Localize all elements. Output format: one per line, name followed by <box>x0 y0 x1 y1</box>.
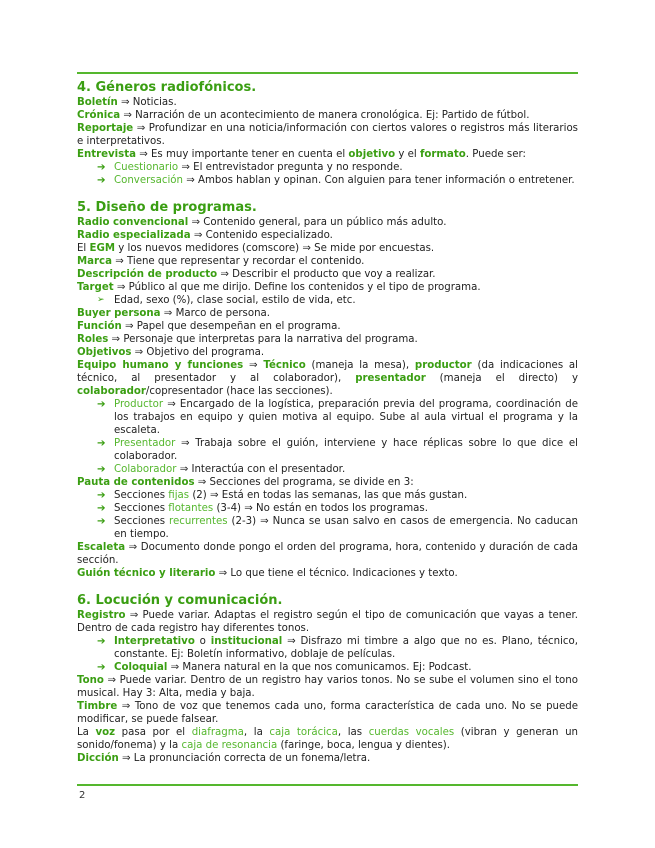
arrow-right-icon: ➔ <box>97 438 106 449</box>
document-body <box>77 79 578 765</box>
tono-line: Tono ⇒ Puede variar. Dentro de un registro hay varios tonos. No se sube el volumen sino el tono musical. Hay 3: Alta, media y baja. <box>77 675 578 699</box>
coloquial-item: ➔ Coloquial ⇒ Manera natural en la que nos comunicamos. Ej: Podcast. <box>97 662 472 673</box>
flotantes-item: ➔ Secciones flotantes (3-4) ⇒ No están en todos los programas. <box>97 503 428 514</box>
fijas-item: ➔ Secciones fijas (2) ⇒ Está en todas las semanas, las que más gustan. <box>97 490 468 501</box>
diccion-line: Dicción ⇒ La pronunciación correcta de un fonema/letra. <box>77 753 371 764</box>
section-4-title: 4. Géneros radiofónicos. <box>77 80 257 95</box>
arrow-right-icon: ➔ <box>97 662 106 673</box>
conversacion-item: ➔ Conversación ⇒ Ambos hablan y opinan. Con alguien para tener información o entretener. <box>97 175 575 186</box>
escaleta-line: Escaleta ⇒ Documento donde pongo el orden del programa, hora, contenido y duración de cada sección. <box>77 542 578 566</box>
page-number: 2 <box>79 790 86 801</box>
objetivos-line: Objetivos ⇒ Objetivo del programa. <box>77 347 265 358</box>
guion-line: Guión técnico y literario ⇒ Lo que tiene el técnico. Indicaciones y texto. <box>77 568 458 579</box>
arrow-right-icon: ➔ <box>97 636 106 647</box>
bottom-rule <box>77 784 578 786</box>
presentador-item: ➔ Presentador ⇒ Trabaja sobre el guión, interviene y hace réplicas sobre lo que dice el colaborador. <box>97 438 578 462</box>
arrow-right-icon: ➔ <box>97 175 106 186</box>
radio-especializada-line: Radio especializada ⇒ Contenido especializado. <box>77 230 333 241</box>
target-line: Target ⇒ Público al que me dirijo. Define los contenidos y el tipo de programa. <box>77 282 481 293</box>
roles-line: Roles ⇒ Personaje que interpretas para la narrativa del programa. <box>77 334 418 345</box>
funcion-line: Función ⇒ Papel que desempeñan en el programa. <box>77 321 341 332</box>
pauta-line: Pauta de contenidos ⇒ Secciones del programa, se divide en 3: <box>77 477 414 488</box>
arrow-right-icon: ➔ <box>97 490 106 501</box>
arrow-right-icon: ➔ <box>97 162 106 173</box>
descripcion-line: Descripción de producto ⇒ Describir el producto que voy a realizar. <box>77 269 436 280</box>
buyer-line: Buyer persona ⇒ Marco de persona. <box>77 308 271 319</box>
marca-line: Marca ⇒ Tiene que representar y recordar el contenido. <box>77 256 365 267</box>
section-5-title: 5. Diseño de programas. <box>77 200 257 215</box>
arrow-right-icon: ➔ <box>97 503 106 514</box>
boletin-line: Boletín ⇒ Noticias. <box>77 97 177 108</box>
entrevista-line: Entrevista ⇒ Es muy importante tener en cuenta el objetivo y el formato. Puede ser: <box>77 149 526 160</box>
recurrentes-item: ➔ Secciones recurrentes (2-3) ⇒ Nunca se usan salvo en casos de emergencia. No caducan en tiempo. <box>97 516 578 540</box>
egm-line: El EGM y los nuevos medidores (comscore) ⇒ Se mide por encuestas. <box>77 243 435 254</box>
arrow-right-icon: ➔ <box>97 464 106 475</box>
cronica-line: Crónica ⇒ Narración de un acontecimiento de manera cronológica. Ej: Partido de fútbol. <box>77 110 530 121</box>
equipo-line: Equipo humano y funciones ⇒ Técnico (maneja la mesa), productor (da indicaciones al técnico, al presentador y al colaborador), presentador (maneja el directo) y colaborador/copresentador (hace las secciones). <box>77 360 579 397</box>
target-sub-item: ➢ Edad, sexo (%), clase social, estilo de vida, etc. <box>97 295 356 306</box>
radio-convencional-line: Radio convencional ⇒ Contenido general, para un público más adulto. <box>77 217 447 228</box>
colaborador-item: ➔ Colaborador ⇒ Interactúa con el presentador. <box>97 464 346 475</box>
productor-item: ➔ Productor ⇒ Encargado de la logística, preparación previa del programa, coordinación de los trabajos en equipo y quien motiva al equipo. Sube al aula virtual el programa y la escaleta. <box>97 399 578 436</box>
section-6-title: 6. Locución y comunicación. <box>77 593 283 608</box>
reportaje-line: Reportaje ⇒ Profundizar en una noticia/información con ciertos valores o registros más literarios e interpretativos. <box>77 123 578 147</box>
voz-line: La voz pasa por el diafragma, la caja torácica, las cuerdas vocales (vibran y generan un sonido/fonema) y la caja de resonancia (faringe, boca, lengua y dientes). <box>77 727 578 751</box>
arrowhead-icon: ➢ <box>97 295 105 305</box>
cuestionario-item: ➔ Cuestionario ⇒ El entrevistador pregunta y no responde. <box>97 162 403 173</box>
arrow-right-icon: ➔ <box>97 399 106 410</box>
top-rule <box>77 72 578 74</box>
arrow-right-icon: ➔ <box>97 516 106 527</box>
registro-line: Registro ⇒ Puede variar. Adaptas el registro según el tipo de comunicación que vayas a tener. Dentro de cada registro hay diferentes tonos. <box>77 610 578 634</box>
interpretativo-item: ➔ Interpretativo o institucional ⇒ Disfrazo mi timbre a algo que no es. Plano, técnico, constante. Ej: Boletín informativo, doblaje de películas. <box>97 636 578 660</box>
timbre-line: Timbre ⇒ Tono de voz que tenemos cada uno, forma característica de cada uno. No se puede modificar, se puede falsear. <box>77 701 578 725</box>
